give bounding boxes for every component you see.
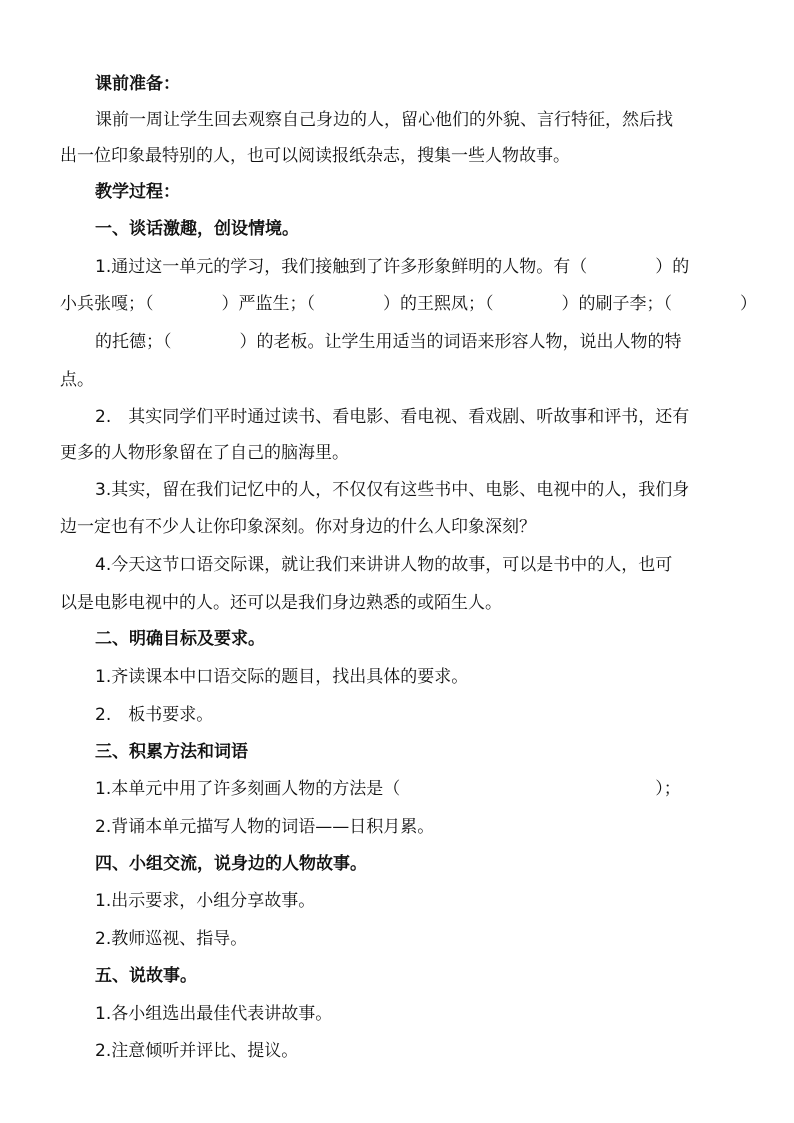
s4-item-1: 1.出示要求，小组分享故事。 — [95, 891, 316, 911]
section-4-heading: 四、小组交流，说身边的人物故事。 — [95, 854, 367, 874]
s1-p2-line-1: 2. 其实同学们平时通过读书、看电影、看电视、看戏剧、听故事和评书，还有 — [95, 407, 690, 427]
section-1-heading: 一、谈话激趣，创设情境。 — [95, 219, 299, 239]
s2-item-1: 1.齐读课本中口语交际的题目，找出具体的要求。 — [95, 667, 469, 687]
s1-p3-line-2: 边一定也有不少人让你印象深刻。你对身边的什么人印象深刻？ — [60, 517, 536, 537]
s1-p4-line-2: 以是电影电视中的人。还可以是我们身边熟悉的或陌生人。 — [60, 593, 502, 613]
s5-item-2: 2.注意倾听并评比、提议。 — [95, 1041, 299, 1061]
heading-process: 教学过程： — [95, 182, 180, 202]
s1-p4-line-1: 4.今天这节口语交际课，就让我们来讲讲人物的故事，可以是书中的人，也可 — [95, 555, 673, 575]
s1-p1-line-2: 小兵张嘎；（ ）严监生；（ ）的王熙凤；（ ）的刷子李；（ ） — [60, 294, 757, 314]
prep-line-1: 课前一周让学生回去观察自己身边的人，留心他们的外貌、言行特征，然后找 — [95, 110, 673, 130]
s1-p1-line-3: 的托德；（ ）的老板。让学生用适当的词语来形容人物，说出人物的特 — [95, 332, 682, 352]
s1-p1-line-4: 点。 — [60, 370, 94, 390]
prep-line-2: 出一位印象最特别的人，也可以阅读报纸杂志，搜集一些人物故事。 — [60, 146, 570, 166]
s3-item-1: 1.本单元中用了许多刻画人物的方法是（ ）； — [95, 779, 681, 799]
heading-prep: 课前准备： — [95, 74, 180, 94]
s1-p1-line-1: 1.通过这一单元的学习，我们接触到了许多形象鲜明的人物。有（ ）的 — [95, 257, 690, 277]
s1-p3-line-1: 3.其实，留在我们记忆中的人，不仅仅有这些书中、电影、电视中的人，我们身 — [95, 480, 690, 500]
s3-item-2: 2.背诵本单元描写人物的词语——日积月累。 — [95, 817, 435, 837]
s4-item-2: 2.教师巡视、指导。 — [95, 929, 248, 949]
s2-item-2: 2. 板书要求。 — [95, 705, 214, 725]
s5-item-1: 1.各小组选出最佳代表讲故事。 — [95, 1004, 333, 1024]
section-3-heading: 三、积累方法和词语 — [95, 742, 248, 762]
section-2-heading: 二、明确目标及要求。 — [95, 629, 265, 649]
section-5-heading: 五、说故事。 — [95, 966, 197, 986]
s1-p2-line-2: 更多的人物形象留在了自己的脑海里。 — [60, 443, 349, 463]
